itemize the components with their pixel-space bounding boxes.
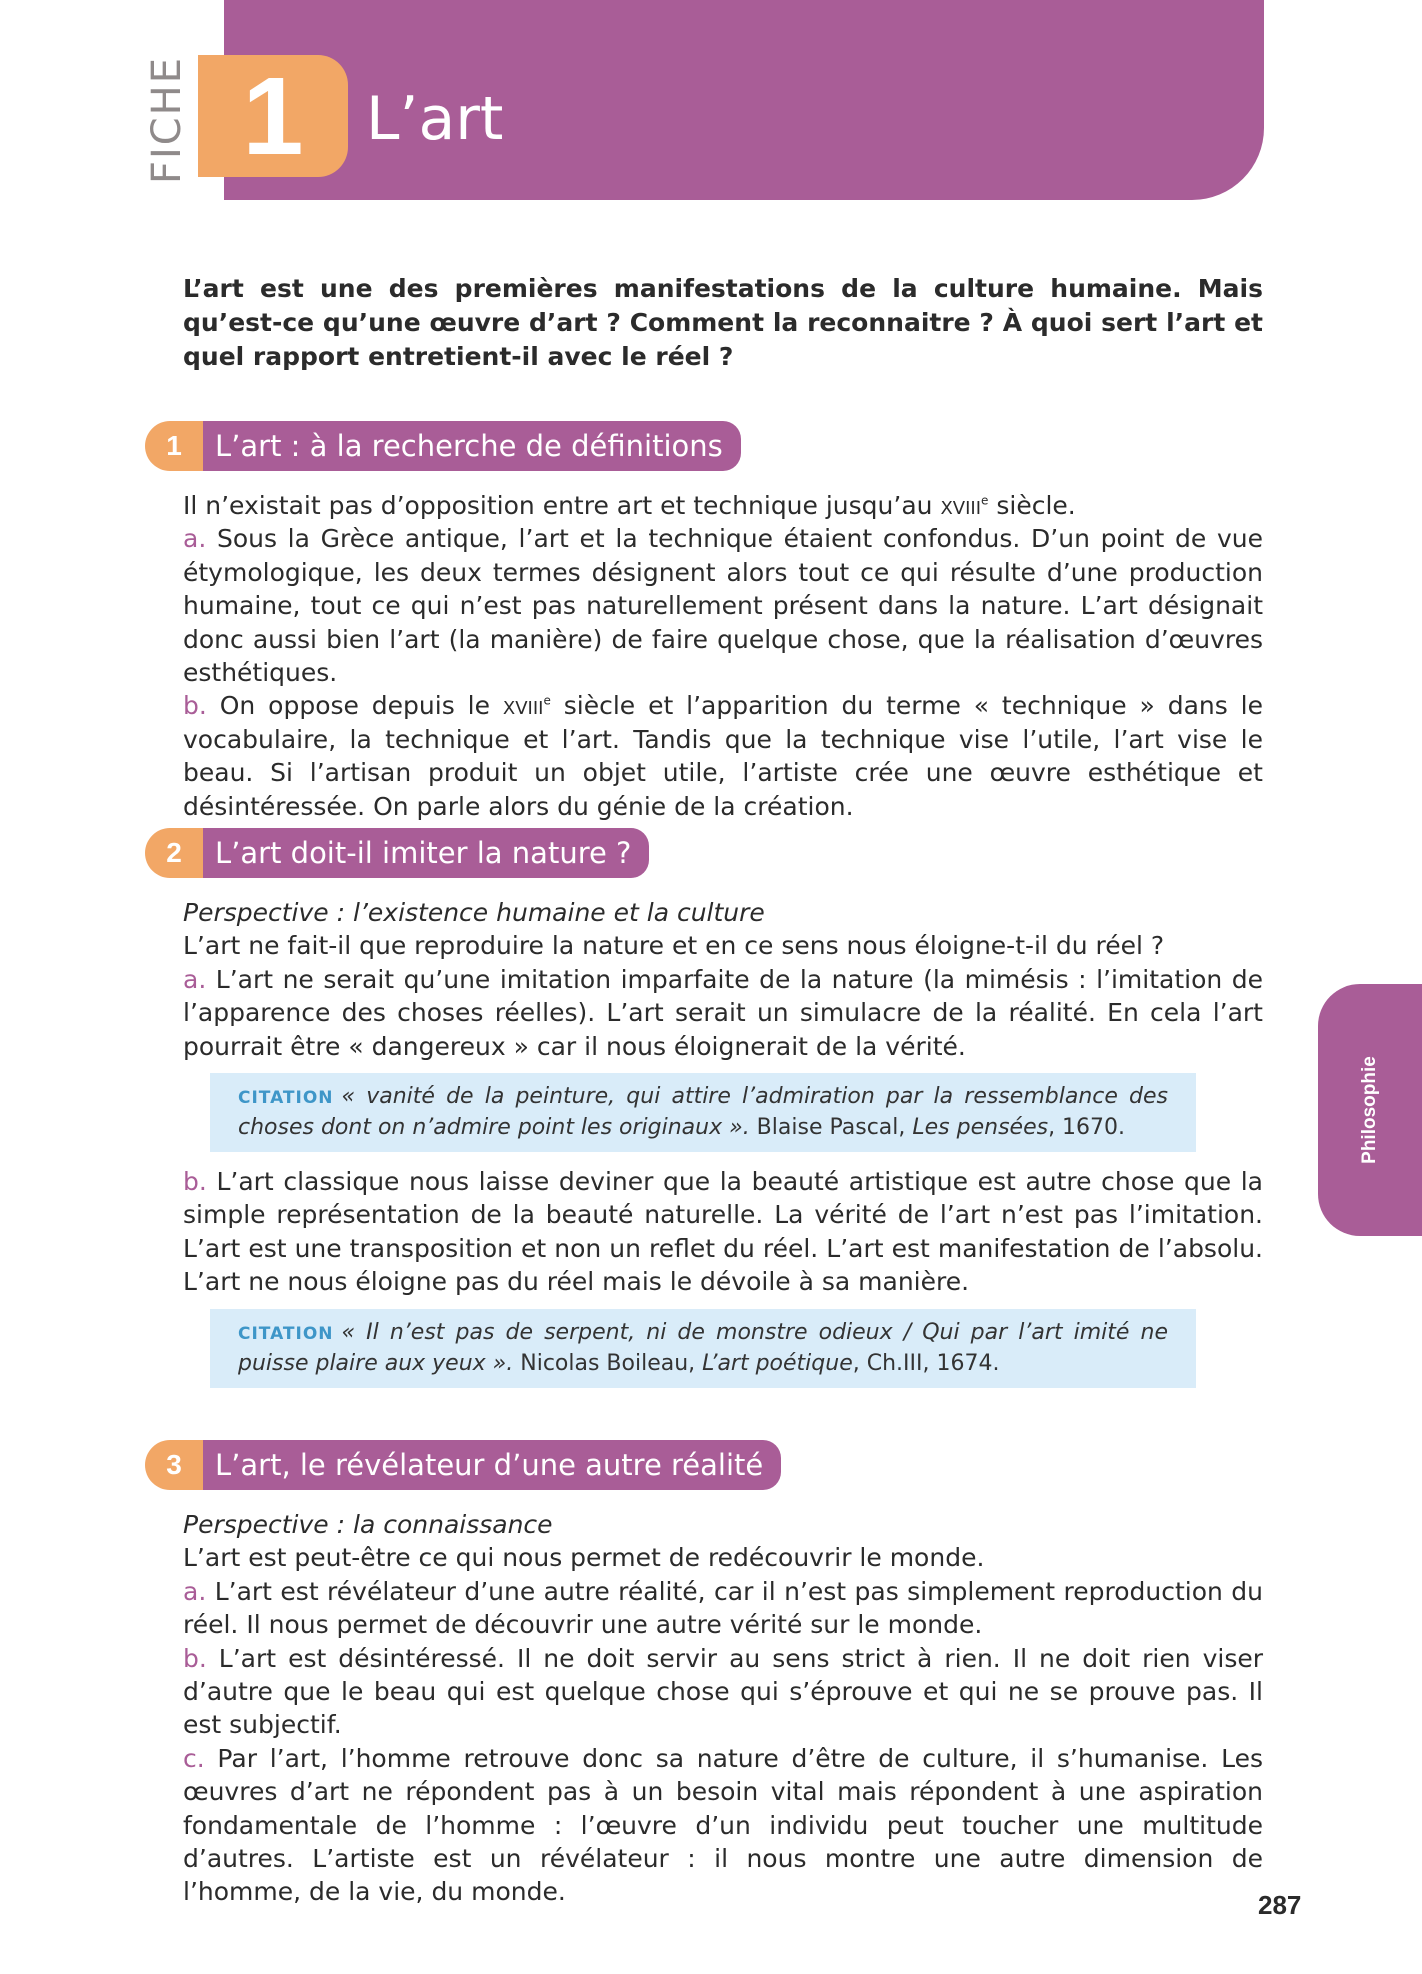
- page-title: L’art: [366, 84, 504, 154]
- section-3-number: 3: [145, 1440, 203, 1490]
- section-1-title: L’art : à la recherche de définitions: [203, 421, 741, 471]
- section-3-point-a: a. L’art est révélateur d’une autre réalité, car il n’est pas simplement reproduction du réel. Il nous permet de découvrir une autre vérité sur le monde.: [183, 1576, 1263, 1640]
- section-2-body-b: [183, 1165, 1263, 1299]
- section-2-point-a: a. L’art ne serait qu’une imitation imparfaite de la nature (la mimésis : l’imitation de l’apparence des choses réelles). L’art serait un simulacre de la réalité. En cela l’art pourrait être « dangereux » car il nous éloignerait de la vérité.: [183, 964, 1263, 1061]
- section-2-point-b: b. L’art classique nous laisse deviner que la beauté artistique est autre chose que la simple représentation de la beauté naturelle. La vérité de l’art n’est pas l’imitation. L’art est une transposition et non un reflet du réel. L’art est manifestation de l’absolu. L’art ne nous éloigne pas du réel mais le dévoile à sa manière.: [183, 1167, 1263, 1297]
- section-2-title: L’art doit-il imiter la nature ?: [203, 828, 649, 878]
- side-tab-philosophie: Philosophie: [1318, 984, 1422, 1236]
- section-3-point-c: c. Par l’art, l’homme retrouve donc sa nature d’être de culture, il s’humanise. Les œuvres d’art ne répondent pas à un besoin vital mais répondent à une aspiration fondamentale de l’homme : l’œuvre d’un individu peut toucher une multitude d’autres. L’artiste est un révélateur : il nous montre une autre dimension de l’homme, de la vie, du monde.: [183, 1743, 1263, 1907]
- citation-box-1: CITATION « vanité de la peinture, qui attire l’admiration par la ressemblance des choses dont on n’admire point les originaux ». Blaise Pascal, Les pensées, 1670.: [210, 1073, 1196, 1152]
- section-3-perspective: Perspective : la connaissance: [183, 1510, 553, 1539]
- section-1-header: [145, 421, 741, 471]
- fiche-number: 1: [198, 55, 348, 177]
- citation-label: CITATION: [238, 1324, 334, 1344]
- citation-label: CITATION: [238, 1088, 334, 1108]
- citation-box-2: CITATION « Il n’est pas de serpent, ni de monstre odieux / Qui par l’art imité ne puisse plaire aux yeux ». Nicolas Boileau, L’art poétique, Ch.III, 1674.: [210, 1309, 1196, 1388]
- section-3-header: [145, 1440, 781, 1490]
- section-2-lead: L’art ne fait-il que reproduire la nature et en ce sens nous éloigne-t-il du réel ?: [183, 931, 1165, 961]
- intro-paragraph: L’art est une des premières manifestations de la culture humaine. Mais qu’est-ce qu’une œuvre d’art ? Comment la reconnaitre ? À quoi sert l’art et quel rapport entretient-il avec le réel ?: [183, 274, 1263, 371]
- section-2-header: [145, 828, 649, 878]
- page-number: 287: [1258, 1890, 1302, 1920]
- section-2-body-top: [183, 896, 1263, 1063]
- section-3-body: [183, 1508, 1263, 1909]
- section-3-point-b: b. L’art est désintéressé. Il ne doit servir au sens strict à rien. Il ne doit rien viser d’autre que le beau qui est quelque chose qui s’éprouve et qui ne se prouve pas. Il est subjectif.: [183, 1643, 1263, 1740]
- section-1-lead: Il n’existait pas d’opposition entre art et technique jusqu’au xviii$^e$ siècle.: [183, 491, 1076, 520]
- section-1-number: 1: [145, 421, 203, 471]
- section-1-point-b: b. On oppose depuis le xviii$^e$ siècle et l’apparition du terme « technique » dans le vocabulaire, la technique et l’art. Tandis que la technique vise l’utile, l’art vise le beau. Si l’artisan produit un objet utile, l’artiste crée une œuvre esthétique et désintéressée. On parle alors du génie de la création.: [183, 691, 1263, 821]
- section-1-point-a: a. Sous la Grèce antique, l’art et la technique étaient confondus. D’un point de vue étymologique, les deux termes désignent alors tout ce qui résulte d’une production humaine, tout ce qui n’est pas naturellement présent dans la nature. L’art désignait donc aussi bien l’art (la manière) de faire quelque chose, que la réalisation d’œuvres esthétiques.: [183, 524, 1263, 688]
- section-1-body: [183, 489, 1263, 823]
- section-3-title: L’art, le révélateur d’une autre réalité: [203, 1440, 781, 1490]
- fiche-label: FICHE: [144, 55, 190, 185]
- section-2-perspective: Perspective : l’existence humaine et la culture: [183, 898, 765, 927]
- section-2-number: 2: [145, 828, 203, 878]
- section-3-lead: L’art est peut-être ce qui nous permet de redécouvrir le monde.: [183, 1543, 985, 1573]
